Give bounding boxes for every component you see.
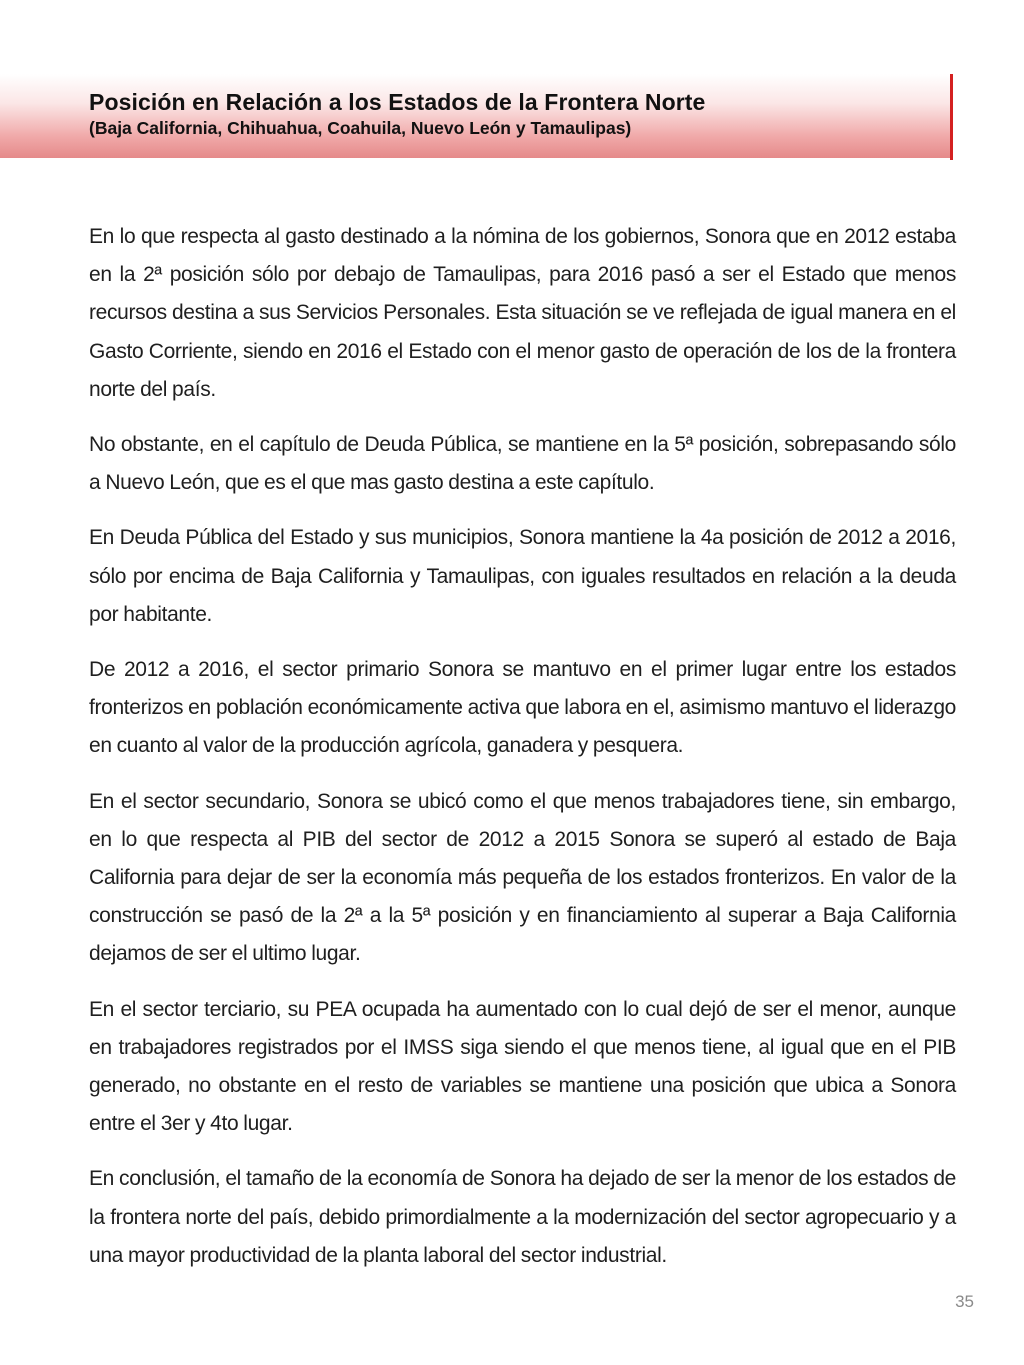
paragraph: En lo que respecta al gasto destinado a la nómina de los gobiernos, Sonora que en 2012 estaba en la 2ª posición sólo por debajo de Tamaulipas, para 2016 pasó a ser el Estado que menos recursos destina a sus Servicios Personales. Esta situación se ve reflejada de igual manera en el Gasto Corriente, siendo en 2016 el Estado con el menor gasto de operación de los de la frontera norte del país.	[89, 225, 956, 401]
paragraph: En conclusión, el tamaño de la economía de Sonora ha dejado de ser la menor de los estados de la frontera norte del país, debido primordialmente a la modernización del sector agropecuario y a una mayor productividad de la planta laboral del sector industrial.	[89, 1167, 956, 1267]
page-header	[89, 88, 939, 140]
paragraph: En Deuda Pública del Estado y sus municipios, Sonora mantiene la 4a posición de 2012 a 2016, sólo por encima de Baja California y Tamaulipas, con iguales resultados en relación a la deuda por habitante.	[89, 526, 956, 626]
header-accent-bar	[950, 74, 953, 160]
paragraph: De 2012 a 2016, el sector primario Sonora se mantuvo en el primer lugar entre los estados fronterizos en población económicamente activa que labora en el, asimismo mantuvo el liderazgo en cuanto al valor de la producción agrícola, ganadera y pesquera.	[89, 658, 956, 758]
body-text	[89, 218, 956, 1292]
page-number: 35	[955, 1292, 974, 1311]
page-title: Posición en Relación a los Estados de la Frontera Norte	[89, 89, 706, 115]
paragraph: En el sector secundario, Sonora se ubicó como el que menos trabajadores tiene, sin embargo, en lo que respecta al PIB del sector de 2012 a 2015 Sonora se superó al estado de Baja California para dejar de ser la economía más pequeña de los estados fronterizos. En valor de la construcción se pasó de la 2ª a la 5ª posición y en financiamiento al superar a Baja California dejamos de ser el ultimo lugar.	[89, 789, 956, 966]
paragraph: En el sector terciario, su PEA ocupada ha aumentado con lo cual dejó de ser el menor, aunque en trabajadores registrados por el IMSS siga siendo el que menos tiene, al igual que en el PIB generado, no obstante en el resto de variables se mantiene una posición que ubica a Sonora entre el 3er y 4to lugar.	[89, 997, 956, 1136]
paragraph: No obstante, en el capítulo de Deuda Pública, se mantiene en la 5ª posición, sobrepasando sólo a Nuevo León, que es el que mas gasto destina a este capítulo.	[89, 433, 956, 495]
page-subtitle: (Baja California, Chihuahua, Coahuila, Nuevo León y Tamaulipas)	[89, 118, 632, 138]
